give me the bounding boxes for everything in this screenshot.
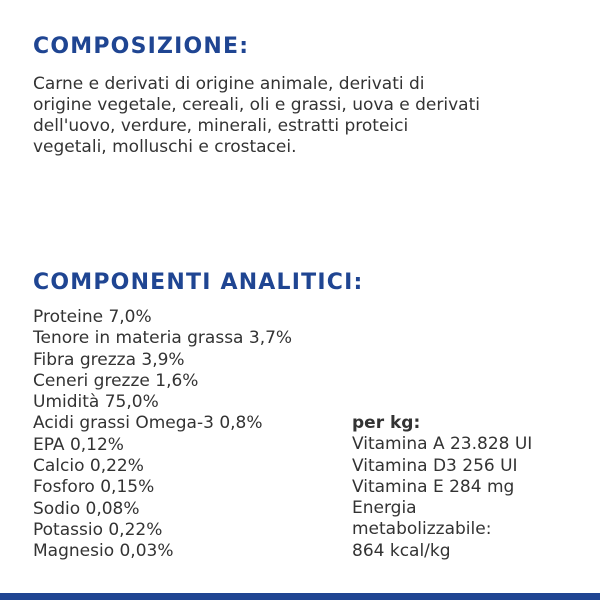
- analytic-item-fosforo: Fosforo 0,15%: [33, 477, 155, 498]
- analytic-item-proteine: Proteine 7,0%: [33, 307, 152, 327]
- per-kg-item-energia: Energia: [352, 498, 417, 519]
- composition-line: Carne e derivati di origine animale, derivati di: [33, 74, 425, 94]
- composition-line: origine vegetale, cereali, oli e grassi, uova e derivati: [33, 95, 480, 115]
- analytic-item-omega-3: Acidi grassi Omega-3 0,8%: [33, 413, 263, 434]
- bottom-band: [0, 593, 600, 600]
- per-kg-item-vitamina-d3: Vitamina D3 256 UI: [352, 455, 518, 476]
- composition-line: vegetali, molluschi e crostacei.: [33, 137, 297, 157]
- per-kg-item-metabolizzabile: metabolizzabile:: [352, 519, 492, 540]
- per-kg-item-kcal: 864 kcal/kg: [352, 540, 451, 561]
- analytic-item-epa: EPA 0,12%: [33, 434, 124, 455]
- analytic-item-potassio: Potassio 0,22%: [33, 519, 163, 540]
- analytic-item-materia-grassa: Tenore in materia grassa 3,7%: [33, 328, 293, 349]
- analytic-item-umidita: Umidità 75,0%: [33, 392, 159, 413]
- analytic-item-fibra-grezza: Fibra grezza 3,9%: [33, 349, 185, 370]
- analytics-list: [33, 307, 292, 563]
- composition-title: COMPOSIZIONE:: [33, 34, 250, 59]
- analytics-title: COMPONENTI ANALITICI:: [33, 270, 364, 295]
- analytic-item-magnesio: Magnesio 0,03%: [33, 541, 174, 562]
- per-kg-item-vitamina-a: Vitamina A 23.828 UI: [352, 434, 533, 455]
- analytic-item-calcio: Calcio 0,22%: [33, 456, 144, 477]
- per-kg-list: [352, 413, 532, 562]
- analytic-item-sodio: Sodio 0,08%: [33, 498, 140, 519]
- per-kg-item-vitamina-e: Vitamina E 284 mg: [352, 476, 515, 497]
- composition-line: dell'uovo, verdure, minerali, estratti proteici: [33, 116, 409, 136]
- composition-text: [33, 74, 578, 158]
- analytic-item-ceneri-grezze: Ceneri grezze 1,6%: [33, 370, 199, 391]
- per-kg-heading: per kg:: [352, 413, 421, 433]
